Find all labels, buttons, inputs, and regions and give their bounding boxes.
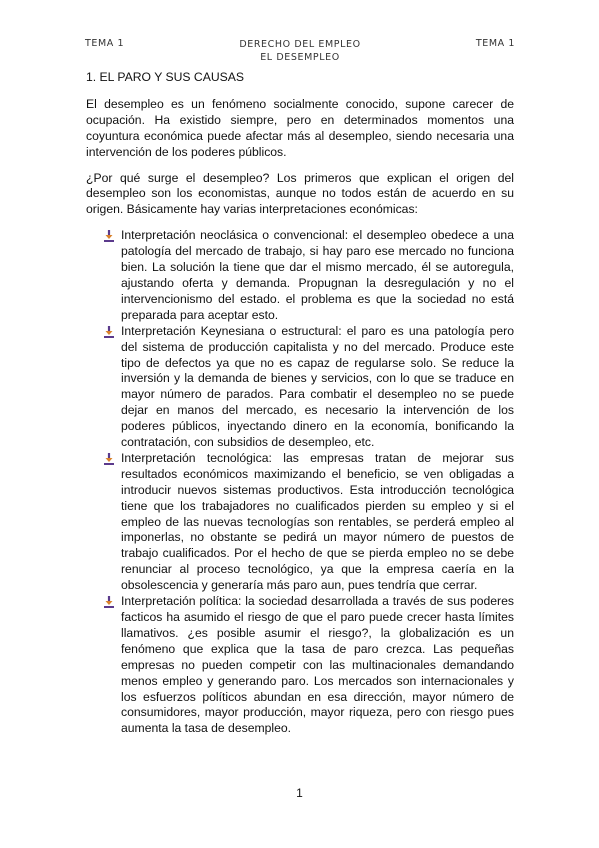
header-left: TEMA 1 xyxy=(85,38,125,49)
list-item-text: Interpretación neoclásica o convencional: el desempleo obedece a una patología del mercado de trabajo, si hay paro ese mercado no funciona bien. La solución la tiene que dar el mismo mercado, él se autoregula, ajustando oferta y demanda. Propugnan la desregulación y no el intervencionismo del estado. el problema es que la sociedad no está preparada para aceptar esto. xyxy=(121,228,514,322)
section-title: 1. EL PARO Y SUS CAUSAS xyxy=(86,70,245,84)
list-item-text: Interpretación Keynesiana o estructural: el paro es una patología pero del sistema de producción capitalista y no del mercado. Produce este tipo de defectos ya que no es capaz de regularse solo. Se reduce la inversión y la demanda de bienes y servicios, con lo que se traduce en mayor número de parados. Para combatir el desempleo no se puede dejar en manos del mercado, es necesario la intervención de los poderes públicos, inyectando dinero en la economía, bonificando la contratación, con subsidios de desempleo, etc. xyxy=(121,323,514,450)
list-item xyxy=(86,594,514,737)
page-number: 1 xyxy=(296,786,303,800)
header-center xyxy=(85,38,515,64)
list-item-text: Interpretación política: la sociedad desarrollada a través de sus poderes facticos ha asumido el riesgo de que el paro puede crecer hasta límites llamativos. ¿es posible asumir el riesgo?, la globalización es un fenómeno que explica que la tasa de paro crezca. Las pequeñas empresas no pueden competir con las multinacionales demandando menos empleo y generando paro. Los mercados son internacionales y los esfuerzos políticos abundan en esa dirección, mayor número de consumidores, mayor producción, mayor riqueza, pero con riesgo pues aumenta la tasa de desempleo. xyxy=(121,594,514,736)
paragraph: ¿Por qué surge el desempleo? Los primeros que explican el origen del desempleo son los economistas, aunque no todos están de acuerdo en su origen. Básicamente hay varias interpretaciones económicas: xyxy=(86,170,514,217)
interpretations-list xyxy=(86,228,514,737)
arrow-bullet-icon xyxy=(103,230,115,242)
header-subtitle: EL DESEMPLEO xyxy=(260,52,340,63)
list-item-text: Interpretación tecnológica: las empresas tratan de mejorar sus resultados económicos maximizando el beneficio, se ven obligadas a introducir nuevos sistemas productivos. Esta introducción tecnológica tiene que los trabajadores no cualificados pierden su empleo y si el empleo de las nuevas tecnologías son rentables, se perderá empleo al imponerlas, no obstante se pedirá un mayor número de puestos de trabajo cualificados. Por el hecho de que se pierda empleo no se debe renunciar al proceso tecnológico, ya que la empresa caería en la obsolescencia y generaría más paro aun, pues tendría que cerrar. xyxy=(121,450,514,593)
arrow-bullet-icon xyxy=(103,453,115,465)
page-content xyxy=(86,70,514,737)
arrow-bullet-icon xyxy=(103,596,115,608)
list-item xyxy=(86,324,514,451)
list-item xyxy=(86,228,514,323)
header-title: DERECHO DEL EMPLEO xyxy=(239,39,361,50)
header-right: TEMA 1 xyxy=(475,38,515,49)
list-item xyxy=(86,451,514,594)
arrow-bullet-icon xyxy=(103,326,115,338)
paragraph: El desempleo es un fenómeno socialmente conocido, supone carecer de ocupación. Ha existido siempre, pero en determinados momentos una coyuntura económica puede afectar más al desempleo, siendo necesaria una intervención de los poderes públicos. xyxy=(86,96,514,159)
